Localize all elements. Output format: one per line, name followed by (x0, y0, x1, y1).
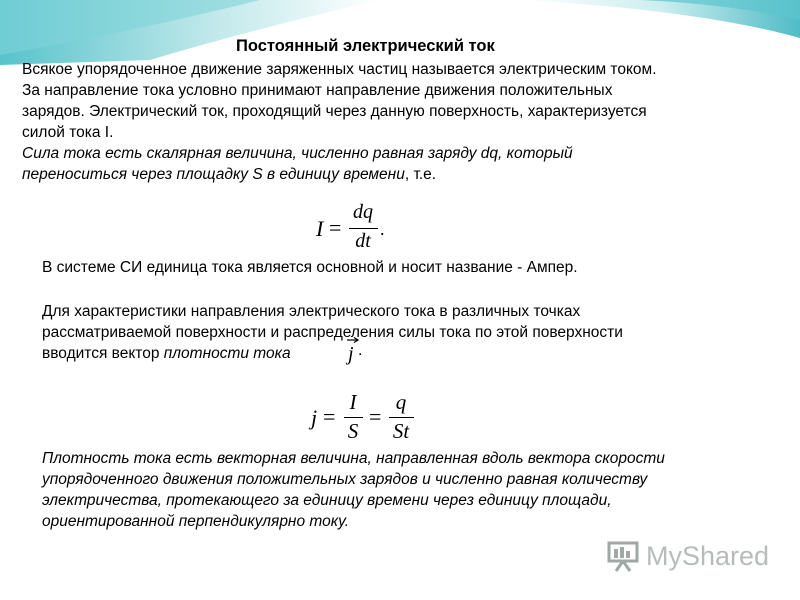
si-unit-line: В системе СИ единица тока является основной и носит название - Ампер. (42, 259, 578, 276)
definition-suffix: , т.е. (404, 166, 437, 183)
formula1-den: dt (355, 230, 371, 252)
formula2-num1: I (349, 390, 357, 414)
definition-line-2 (22, 165, 436, 186)
density-intro-plain: вводится вектор (42, 345, 164, 362)
intro-line-2: За направление тока условно принимают направление движения положительных (22, 82, 613, 99)
formula2-eq2: = (369, 404, 382, 429)
myshared-logo (604, 536, 769, 576)
current-density-formula (306, 388, 416, 446)
definition-line-1: Сила тока есть скалярная величина, численно равная заряду dq, который (22, 145, 573, 162)
intro-line-3: зарядов. Электрический ток, проходящий через данную поверхность, характеризуется (22, 103, 647, 120)
density-definition-line-1: Плотность тока есть векторная величина, направленная вдоль вектора скорости (42, 450, 665, 467)
current-formula (310, 200, 386, 256)
formula1-tail: . (380, 219, 385, 239)
definition-line-2-italic: переноситься через площадку S в единицу времени (22, 166, 405, 183)
formula2-lhs: j (311, 405, 318, 430)
formula2-den2: St (392, 419, 410, 443)
intro-line-1: Всякое упорядоченное движение заряженных частиц называется электрическим током. (22, 61, 657, 78)
formula1-lhs: I (316, 216, 324, 241)
intro-line-4: силой тока I. (22, 124, 114, 141)
density-intro-italic: плотности тока (163, 345, 291, 362)
density-intro-line-3 (42, 344, 291, 365)
formula1-eq: = (329, 215, 342, 240)
density-definition-line-3: электричества, протекающего за единицу времени через единицу площади, (42, 492, 612, 509)
vector-tail: . (358, 342, 363, 359)
vector-j-symbol (344, 336, 374, 368)
slide-title: Постоянный электрический ток (236, 37, 495, 55)
density-definition-line-4: ориентированной перпендикулярно току. (42, 513, 350, 530)
density-intro-line-1: Для характеристики направления электрического тока в различных точках (42, 303, 581, 320)
logo-text: MyShared (646, 541, 770, 571)
density-intro-line-2: рассматриваемой поверхности и распределения силы тока по этой поверхности (42, 324, 623, 341)
formula2-eq1: = (323, 404, 336, 429)
formula2-den1: S (347, 419, 359, 443)
vector-j-letter: j (348, 343, 354, 365)
formula1-num: dq (353, 201, 373, 223)
formula2-num2: q (395, 390, 407, 414)
presentation-board-icon (606, 540, 642, 572)
density-definition-line-2: упорядоченного движения положительных зарядов и численно равная количеству (42, 471, 648, 488)
